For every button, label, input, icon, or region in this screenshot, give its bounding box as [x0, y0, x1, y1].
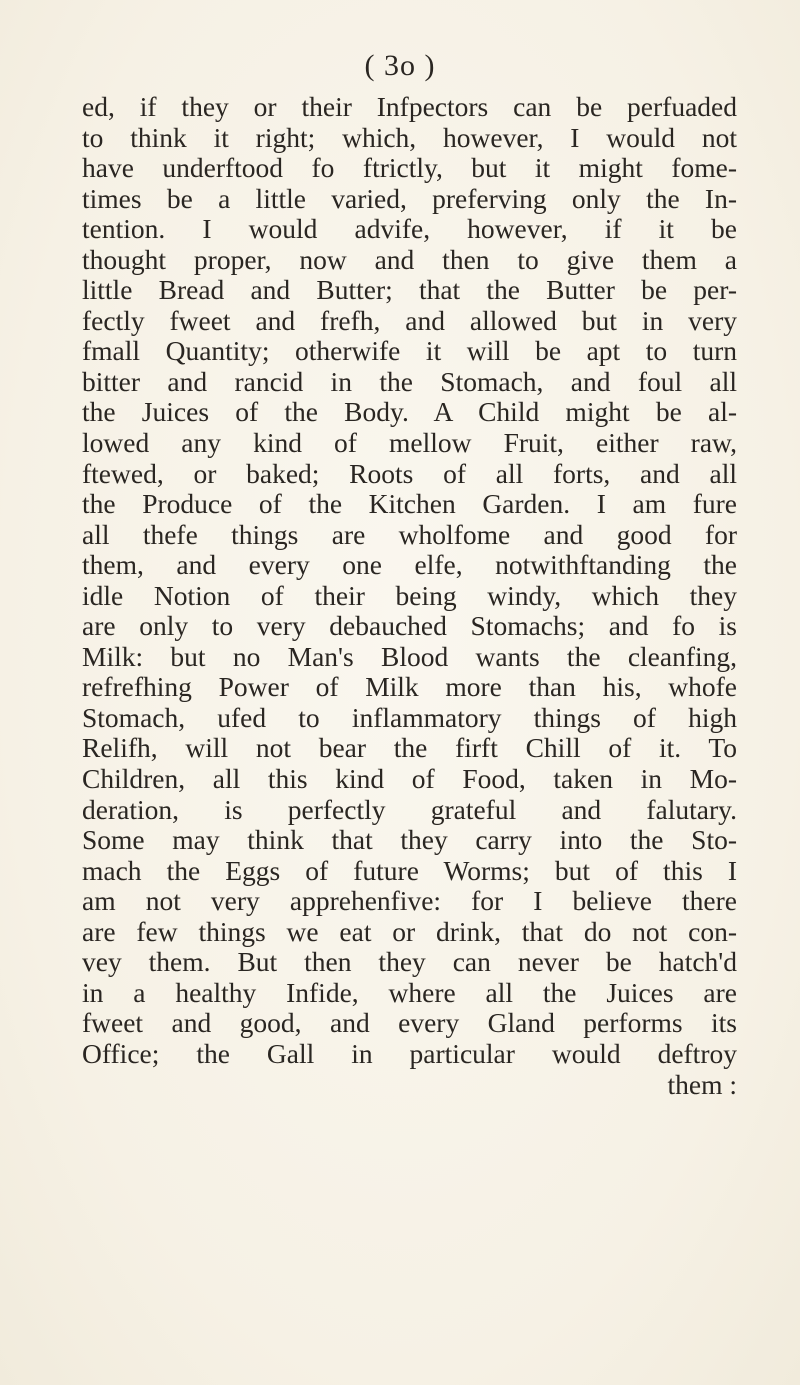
text-line: Office; the Gall in particular would deftroy — [82, 1037, 737, 1069]
text-line: are only to very debauched Stomachs; and fo is — [82, 610, 737, 642]
text-line: vey them. But then they can never be hatch'd — [82, 946, 737, 978]
text-line: Some may think that they carry into the Sto- — [82, 824, 737, 856]
text-line: fmall Quantity; otherwife it will be apt to turn — [82, 335, 737, 367]
text-line: ftewed, or baked; Roots of all forts, and all — [82, 457, 737, 489]
text-line: thought proper, now and then to give them a — [82, 243, 737, 275]
text-line: Children, all this kind of Food, taken in Mo- — [82, 763, 737, 795]
text-line: have underftood fo ftrictly, but it might fome- — [82, 152, 737, 184]
text-line: Milk: but no Man's Blood wants the cleanfing, — [82, 640, 737, 672]
text-line: all thefe things are wholfome and good for — [82, 518, 737, 550]
text-line: little Bread and Butter; that the Butter be per- — [82, 274, 737, 306]
text-line: the Juices of the Body. A Child might be al- — [82, 396, 737, 428]
text-line: am not very apprehenfive: for I believe there — [82, 885, 737, 917]
text-line: Relifh, will not bear the firft Chill of it. To — [82, 732, 737, 764]
text-line: refrefhing Power of Milk more than his, whofe — [82, 671, 737, 703]
page-number: ( 3o ) — [364, 49, 436, 82]
text-line: Stomach, ufed to inflammatory things of high — [82, 701, 737, 733]
text-line: to think it right; which, however, I would not — [82, 121, 737, 153]
text-line: fectly fweet and frefh, and allowed but in very — [82, 304, 737, 336]
text-line: times be a little varied, preferving only the In- — [82, 182, 737, 214]
text-line: bitter and rancid in the Stomach, and foul all — [82, 365, 737, 397]
text-line: are few things we eat or drink, that do not con- — [82, 915, 737, 947]
text-line: in a healthy Infide, where all the Juices are — [82, 976, 737, 1008]
body-text — [82, 92, 737, 1100]
text-line: lowed any kind of mellow Fruit, either raw, — [82, 427, 737, 459]
text-line: tention. I would advife, however, if it be — [82, 213, 737, 245]
text-line: idle Notion of their being windy, which they — [82, 579, 737, 611]
catchword: them : — [667, 1068, 737, 1100]
text-line: fweet and good, and every Gland performs its — [82, 1007, 737, 1039]
text-line: the Produce of the Kitchen Garden. I am fure — [82, 488, 737, 520]
text-line: ed, if they or their Infpectors can be perfuaded — [82, 91, 737, 122]
text-line: mach the Eggs of future Worms; but of this I — [82, 854, 737, 886]
text-line: them, and every one elfe, notwithftanding the — [82, 549, 737, 581]
text-line: deration, is perfectly grateful and falutary. — [82, 793, 737, 825]
